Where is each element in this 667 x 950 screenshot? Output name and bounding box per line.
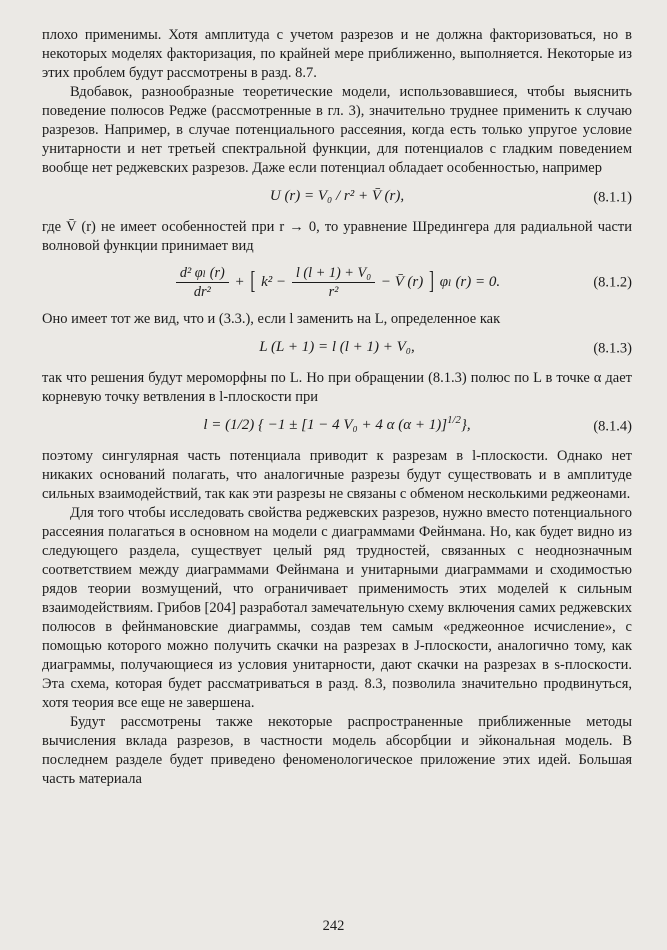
fraction-numerator: l (l + 1) + V₀ xyxy=(292,265,375,283)
fraction-numerator: d² φₗ (r) xyxy=(176,265,229,283)
term: k² − xyxy=(261,274,287,291)
equation-body xyxy=(203,413,471,433)
paragraph-1: плохо применимы. Хотя амплитуда с учетом разрезов и не должна факторизоваться, но в некоторых моделях факторизация, по крайней мере приближенно, выполняется. Некоторые из этих проблем будут рассмотрены в разд. 8.7. xyxy=(42,27,632,81)
fraction-denominator: r² xyxy=(328,284,339,301)
equation-body xyxy=(174,265,501,301)
paragraph-8: Будут рассмотрены также некоторые распространенные приближенные методы вычисления вклада разрезов, в частности модель абсорбции и эйкональная модель. В последнем разделе будет приведено феноменологическое приложение этих идей. Большая часть материала xyxy=(42,713,632,787)
paragraph-6: поэтому сингулярная часть потенциала приводит к разрезам в l-плоскости. Однако нет никаких оснований полагать, что аналогичные разрезы будут существовать и в амплитуде сильных взаимодействий, так как эти разрезы не связаны с обменом несколькими реджеонами. xyxy=(42,447,632,502)
left-bracket: [ xyxy=(250,268,256,296)
equation-number: (8.1.4) xyxy=(593,418,632,435)
equation-body: L (L + 1) = l (l + 1) + V₀, xyxy=(259,338,415,355)
equation-body: U (r) = V₀ / r² + V̄ (r), xyxy=(269,188,405,204)
paragraph-3: где V̄ (r) не имеет особенностей при r → 0, то уравнение Шредингера для радиальной части волновой функции принимает вид xyxy=(42,219,632,254)
fraction xyxy=(292,265,375,301)
equation-number: (8.1.2) xyxy=(593,274,632,291)
term: }, xyxy=(460,416,471,433)
text-block xyxy=(42,26,632,789)
fraction-denominator: dr² xyxy=(193,284,211,301)
term: l = (1/2) { −1 ± [1 − 4 V₀ + 4 α (α + 1)] xyxy=(203,416,448,433)
equation-8-1-3 xyxy=(42,338,632,360)
equation-number: (8.1.3) xyxy=(593,340,632,357)
exponent: 1/2 xyxy=(447,413,461,426)
paragraph-5: так что решения будут мероморфны по L. Но при обращении (8.1.3) полюс по L в точке α дает корневую точку ветвления в l-плоскости при xyxy=(42,369,632,405)
term: − V̄ (r) xyxy=(380,274,424,291)
fraction xyxy=(176,265,229,301)
paragraph-2: Вдобавок, разнообразные теоретические модели, использовавшиеся, чтобы выяснить поведение полюсов Редже (рассмотренные в гл. 3), значительно труднее применить к случаю разрезов. Например, в случае потенциального рассеяния, когда есть только упругое условие унитарности и нет третьей спектральной функции, для потенциалов с гладким поведением вообще нет реджевских разрезов. Даже если потенциал обладает особенностью, например xyxy=(42,84,632,176)
equation-number: (8.1.1) xyxy=(593,189,632,206)
page-number: 242 xyxy=(322,918,345,934)
paragraph-4: Оно имеет тот же вид, что и (3.3.), если l заменить на L, определенное как xyxy=(42,310,501,327)
operator: + xyxy=(234,274,245,291)
equation-8-1-1 xyxy=(42,187,632,209)
equation-8-1-2 xyxy=(42,265,632,301)
right-bracket: ] xyxy=(429,268,434,296)
equation-8-1-4 xyxy=(42,413,632,438)
term: φₗ (r) = 0. xyxy=(439,274,501,291)
paragraph-7: Для того чтобы исследовать свойства реджевских разрезов, нужно вместо потенциального рассеяния полагаться в основном на модели с диаграммами Фейнмана. Но, как будет видно из следующего раздела, существует целый ряд трудностей, связанных с неоднозначным соответствием между диаграммами Фейнмана и унитарными диаграммами и сходимостью рядов теории возмущений, что ограничивает применимость этих моделей к сильным взаимодействиям. Грибов [204] разработал замечательную схему включения самих реджевских полюсов в фейнмановские диаграммы, создав тем самым «реджеонное исчисление», с помощью которого можно получить скачки на разрезах в J-плоскости, аналогично тому, как диаграммы, получающиеся из условия унитарности, дают скачки на разрезах в s-плоскости. Эта схема, которая будет рассматриваться в разд. 8.3, позволила значительно продвинуться, хотя теория все еще не завершена. xyxy=(42,504,632,711)
